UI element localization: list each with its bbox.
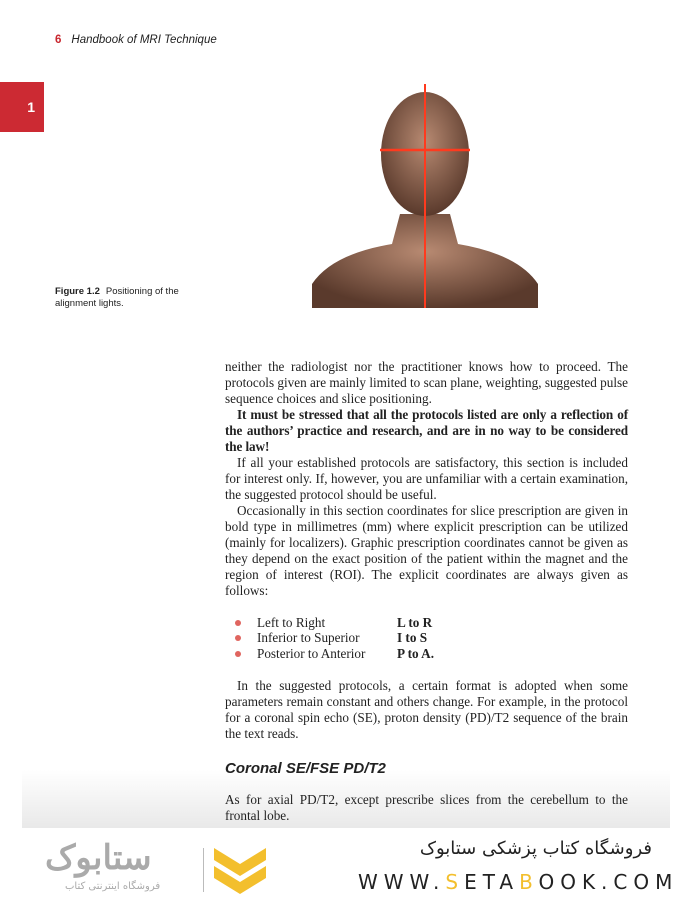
divider	[203, 848, 204, 892]
paragraph: neither the radiologist nor the practitioner knows how to proceed. The protocols given are mainly limited to scan plane, weighting, suggested pulse sequence choices and slice positioning.	[225, 359, 628, 406]
body-text	[225, 359, 628, 742]
bullet-icon	[235, 651, 241, 657]
coordinate-list	[235, 615, 628, 662]
running-header	[55, 34, 217, 46]
list-label: Left to Right	[257, 614, 326, 630]
list-item	[235, 615, 628, 631]
paragraph: If all your established protocols are satisfactory, this section is included for interest only. If, however, you are unfamiliar with a certain examination, the suggested protocol should be useful.	[225, 455, 628, 502]
list-item	[235, 631, 628, 647]
list-item	[235, 646, 628, 662]
page-number: 6	[55, 34, 62, 46]
chapter-tab: 1	[0, 82, 44, 132]
list-label: Posterior to Anterior	[257, 645, 366, 661]
paragraph-emphasis: It must be stressed that all the protocols listed are only a reflection of the authors’ practice and research, and are in no way to be considered the law!	[225, 407, 628, 454]
list-code: I to S	[397, 630, 428, 646]
chevron-logo-icon	[212, 844, 268, 894]
section-text: As for axial PD/T2, except prescribe slices from the cerebellum to the frontal lobe.	[225, 792, 628, 823]
list-label: Inferior to Superior	[257, 630, 360, 646]
list-code: L to R	[397, 614, 433, 630]
list-code: P to A.	[397, 645, 434, 661]
book-title: Handbook of MRI Technique	[71, 34, 217, 46]
caption-text: Positioning of the alignment lights.	[55, 286, 179, 309]
bullet-icon	[235, 620, 241, 626]
alignment-lights-figure	[312, 84, 538, 308]
watermark-footer	[0, 828, 692, 900]
logo-subtitle: فروشگاه اینترنتی کتاب	[65, 881, 161, 892]
setabook-logo: ستابوک	[45, 839, 152, 877]
persian-title: فروشگاه کتاب پزشکی ستابوک	[419, 838, 652, 859]
bullet-icon	[235, 635, 241, 641]
paragraph: In the suggested protocols, a certain format is adopted when some parameters remain constant and others change. For example, in the protocol for a coronal spin echo (SE), proton density (PD)/T2 sequence of the brain the text reads.	[225, 677, 628, 741]
site-url[interactable]: WWW.SETABOOK.COM	[358, 870, 679, 894]
paragraph: Occasionally in this section coordinates for slice prescription are given in bold type in millimetres (mm) where explicit prescription can be utilized (mainly for localizers). Graphic prescription coordinates cannot be given as they depend on the exact position of the patient within the magnet and the region of interest (ROI). The explicit coordinates are always given as follows:	[225, 503, 628, 598]
section-heading: Coronal SE/FSE PD/T2	[225, 760, 386, 777]
figure-caption	[55, 286, 205, 310]
figure-label: Figure 1.2	[55, 286, 100, 297]
